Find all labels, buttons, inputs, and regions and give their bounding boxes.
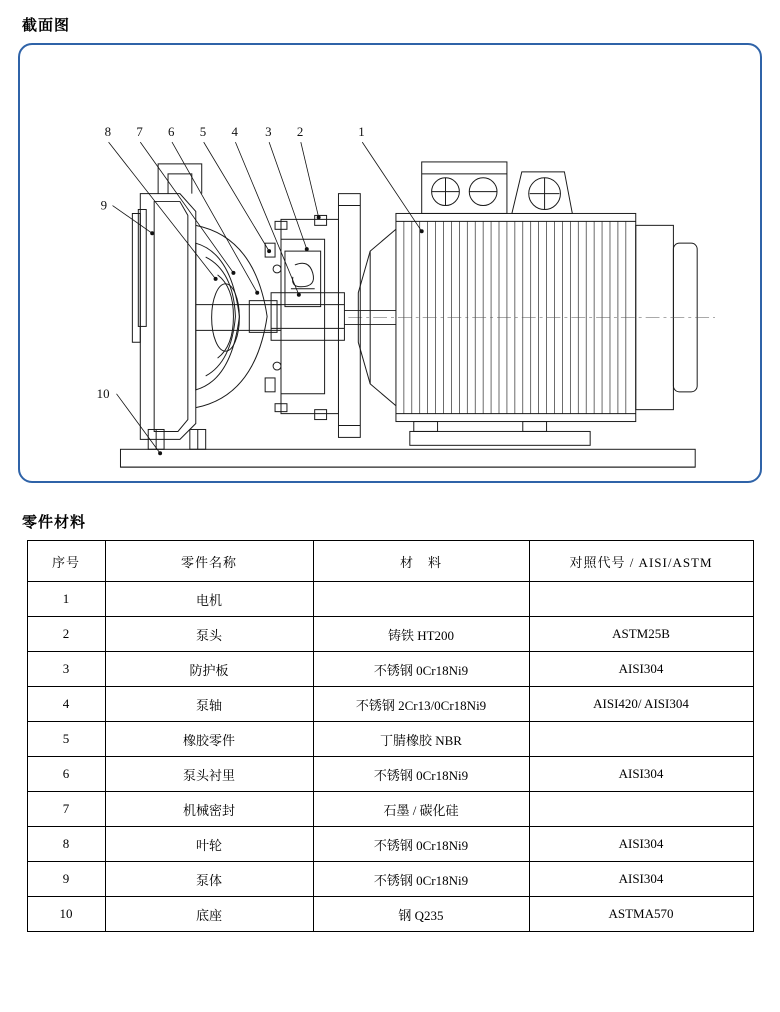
cell-no: 1 xyxy=(27,582,105,617)
callout-label-6: 6 xyxy=(168,125,175,140)
callout-label-10: 10 xyxy=(96,386,110,401)
materials-title: 零件材料 xyxy=(22,514,87,531)
table-row xyxy=(27,827,753,862)
cell-material: 不锈钢 0Cr18Ni9 xyxy=(313,862,529,897)
cell-code xyxy=(529,722,753,757)
cell-no: 10 xyxy=(27,897,105,932)
pump-head xyxy=(281,219,338,413)
cell-material: 铸铁 HT200 xyxy=(313,617,529,652)
cell-no: 4 xyxy=(27,687,105,722)
cell-no: 9 xyxy=(27,862,105,897)
column-header-code: 对照代号 / AISI/ASTM xyxy=(529,541,753,582)
cell-part: 机械密封 xyxy=(105,792,313,827)
cell-no: 2 xyxy=(27,617,105,652)
diagram-container xyxy=(18,43,762,483)
leader-2 xyxy=(301,142,319,217)
callout-label-1: 1 xyxy=(358,125,365,140)
column-header-material: 材 料 xyxy=(313,541,529,582)
terminal-box xyxy=(422,162,507,214)
pump-cross-section-drawing xyxy=(20,45,760,481)
cell-material: 不锈钢 2Cr13/0Cr18Ni9 xyxy=(313,687,529,722)
cell-code xyxy=(529,792,753,827)
cell-part: 泵头衬里 xyxy=(105,757,313,792)
leader-5 xyxy=(204,142,269,251)
leader-8 xyxy=(109,142,216,279)
table-row xyxy=(27,652,753,687)
table-row xyxy=(27,897,753,932)
base-plate xyxy=(120,449,695,467)
cell-material: 不锈钢 0Cr18Ni9 xyxy=(313,757,529,792)
cell-no: 5 xyxy=(27,722,105,757)
column-header-no: 序号 xyxy=(27,541,105,582)
cell-part: 橡胶零件 xyxy=(105,722,313,757)
table-header-row xyxy=(27,541,753,582)
cell-part: 泵头 xyxy=(105,617,313,652)
callout-label-3: 3 xyxy=(265,125,272,140)
table-row xyxy=(27,582,753,617)
leader-4 xyxy=(235,142,298,295)
cell-part: 电机 xyxy=(105,582,313,617)
cell-code: AISI304 xyxy=(529,757,753,792)
callout-label-4: 4 xyxy=(231,125,238,140)
leader-1 xyxy=(362,142,421,231)
pump-head-lining xyxy=(196,225,267,407)
cell-material: 不锈钢 0Cr18Ni9 xyxy=(313,652,529,687)
cell-part: 泵体 xyxy=(105,862,313,897)
table-row xyxy=(27,722,753,757)
cell-code: ASTMA570 xyxy=(529,897,753,932)
cell-code: AISI304 xyxy=(529,862,753,897)
protective-plate xyxy=(285,251,321,306)
callout-label-8: 8 xyxy=(104,125,112,140)
cell-material xyxy=(313,582,529,617)
cell-no: 7 xyxy=(27,792,105,827)
cell-part: 防护板 xyxy=(105,652,313,687)
page-title: 截面图 xyxy=(22,17,71,34)
callout-label-9: 9 xyxy=(100,198,108,213)
table-row xyxy=(27,757,753,792)
materials-table xyxy=(27,540,754,932)
cell-material: 钢 Q235 xyxy=(313,897,529,932)
cell-code xyxy=(529,582,753,617)
column-header-part: 零件名称 xyxy=(105,541,313,582)
cell-material: 不锈钢 0Cr18Ni9 xyxy=(313,827,529,862)
cell-part: 泵轴 xyxy=(105,687,313,722)
cell-part: 叶轮 xyxy=(105,827,313,862)
cell-no: 6 xyxy=(27,757,105,792)
cell-part: 底座 xyxy=(105,897,313,932)
callout-label-7: 7 xyxy=(136,125,143,140)
leader-10 xyxy=(117,394,161,453)
table-row xyxy=(27,687,753,722)
cell-no: 3 xyxy=(27,652,105,687)
mechanical-seal xyxy=(271,293,344,341)
motor-flange xyxy=(338,194,360,438)
cell-code: AISI420/ AISI304 xyxy=(529,687,753,722)
callout-label-2: 2 xyxy=(296,125,304,140)
table-row xyxy=(27,862,753,897)
callout-label-5: 5 xyxy=(199,125,207,140)
leader-3 xyxy=(269,142,307,249)
table-row xyxy=(27,617,753,652)
cell-material: 丁腈橡胶 NBR xyxy=(313,722,529,757)
cell-code: ASTM25B xyxy=(529,617,753,652)
cell-code: AISI304 xyxy=(529,827,753,862)
cell-no: 8 xyxy=(27,827,105,862)
cell-code: AISI304 xyxy=(529,652,753,687)
cell-material: 石墨 / 碳化硅 xyxy=(313,792,529,827)
table-row xyxy=(27,792,753,827)
